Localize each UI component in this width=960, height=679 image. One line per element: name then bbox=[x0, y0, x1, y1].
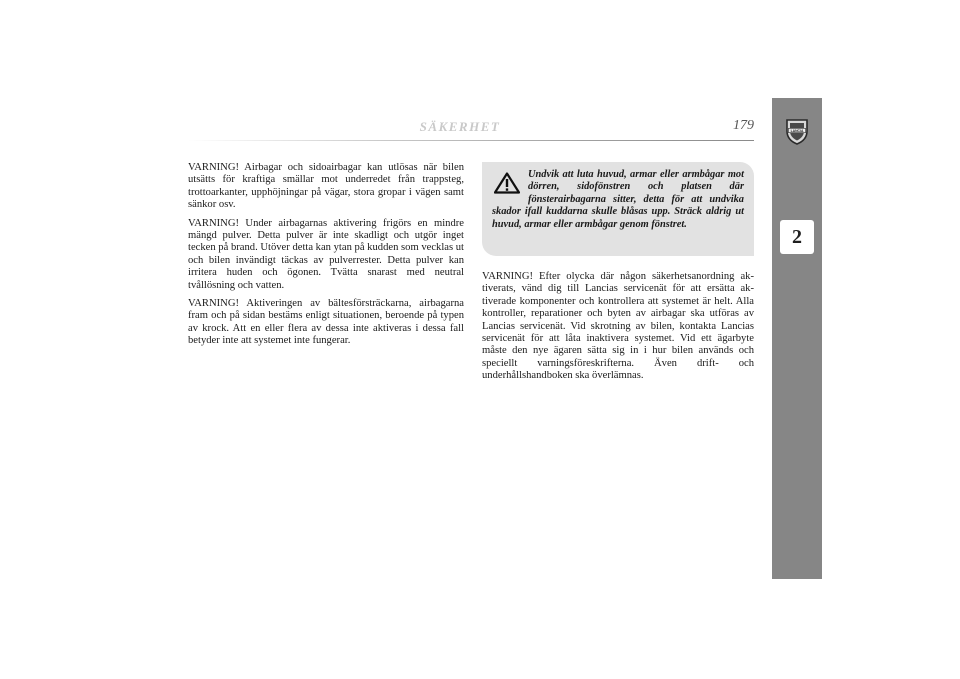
page-number: 179 bbox=[733, 118, 754, 133]
chapter-sidebar bbox=[772, 98, 822, 579]
header-divider bbox=[188, 140, 754, 141]
right-text-column bbox=[482, 271, 754, 389]
warning-triangle-icon bbox=[494, 172, 520, 194]
chapter-number-tab[interactable] bbox=[780, 220, 814, 254]
logo-text: LANCIA bbox=[790, 128, 804, 133]
paragraph: VARNING! Airbagar och sidoairbagar kan utlösas när bilen utsätts för kraftiga smällar mot underredet från trappsteg, trottoarkanter, upphöjningar på vägar, stora gropar i vägen samt sänkor osv. bbox=[188, 162, 464, 211]
paragraph: VARNING! Under airbagarnas aktivering frigörs en mindre mängd pulver. Detta pulver är inte skadligt och utgör inget tecken på brand. Utöver detta kan ytan på kudden som vecklas ut och bilen invändigt täckas av pulverrester. Detta pulver kan irritera huden och ögonen. Tvätta snarast med neutral tvållösning och vatten. bbox=[188, 217, 464, 291]
paragraph: VARNING! Efter olycka där någon säkerhetsanordning aktiverats, vänd dig till Lancias servicenät för att ersätta aktiverade komponenter och kontrollera att systemet är helt. Alla kontroller, reparationer och byten av airbagar ska utföras av Lancias servicenät. Vid skrotning av bilen, kontakta Lancias servicenät för att låta inaktivera systemet. Vid ett ägarbyte måste den nye ägaren sätta sig in i hur bilen används och speciellt varningsföreskrifterna. Även drift- och underhållshandboken ska överlämnas. bbox=[482, 271, 754, 382]
section-title: SÄKERHET bbox=[419, 119, 501, 134]
lancia-logo-icon bbox=[782, 116, 812, 146]
warning-box bbox=[482, 162, 754, 256]
chapter-number: 2 bbox=[792, 225, 802, 248]
paragraph: VARNING! Aktiveringen av bältesförsträckarna, airbagarna fram och på sidan bestäms enligt situationen, beroende på typen av krock. Att en eller flera av dessa inte aktiveras i dessa fall betyder inte att systemet inte fungerar. bbox=[188, 298, 464, 347]
left-text-column bbox=[188, 162, 464, 354]
warning-text: Undvik att luta huvud, armar eller armbågar mot dörren, sidofönstren och platsen där fönsterairbagarna sitter, detta för att undvika skador ifall kuddarna skulle blåsas upp. Sträck aldrig ut huvud, armar eller armbågar genom fönstret. bbox=[492, 169, 744, 230]
